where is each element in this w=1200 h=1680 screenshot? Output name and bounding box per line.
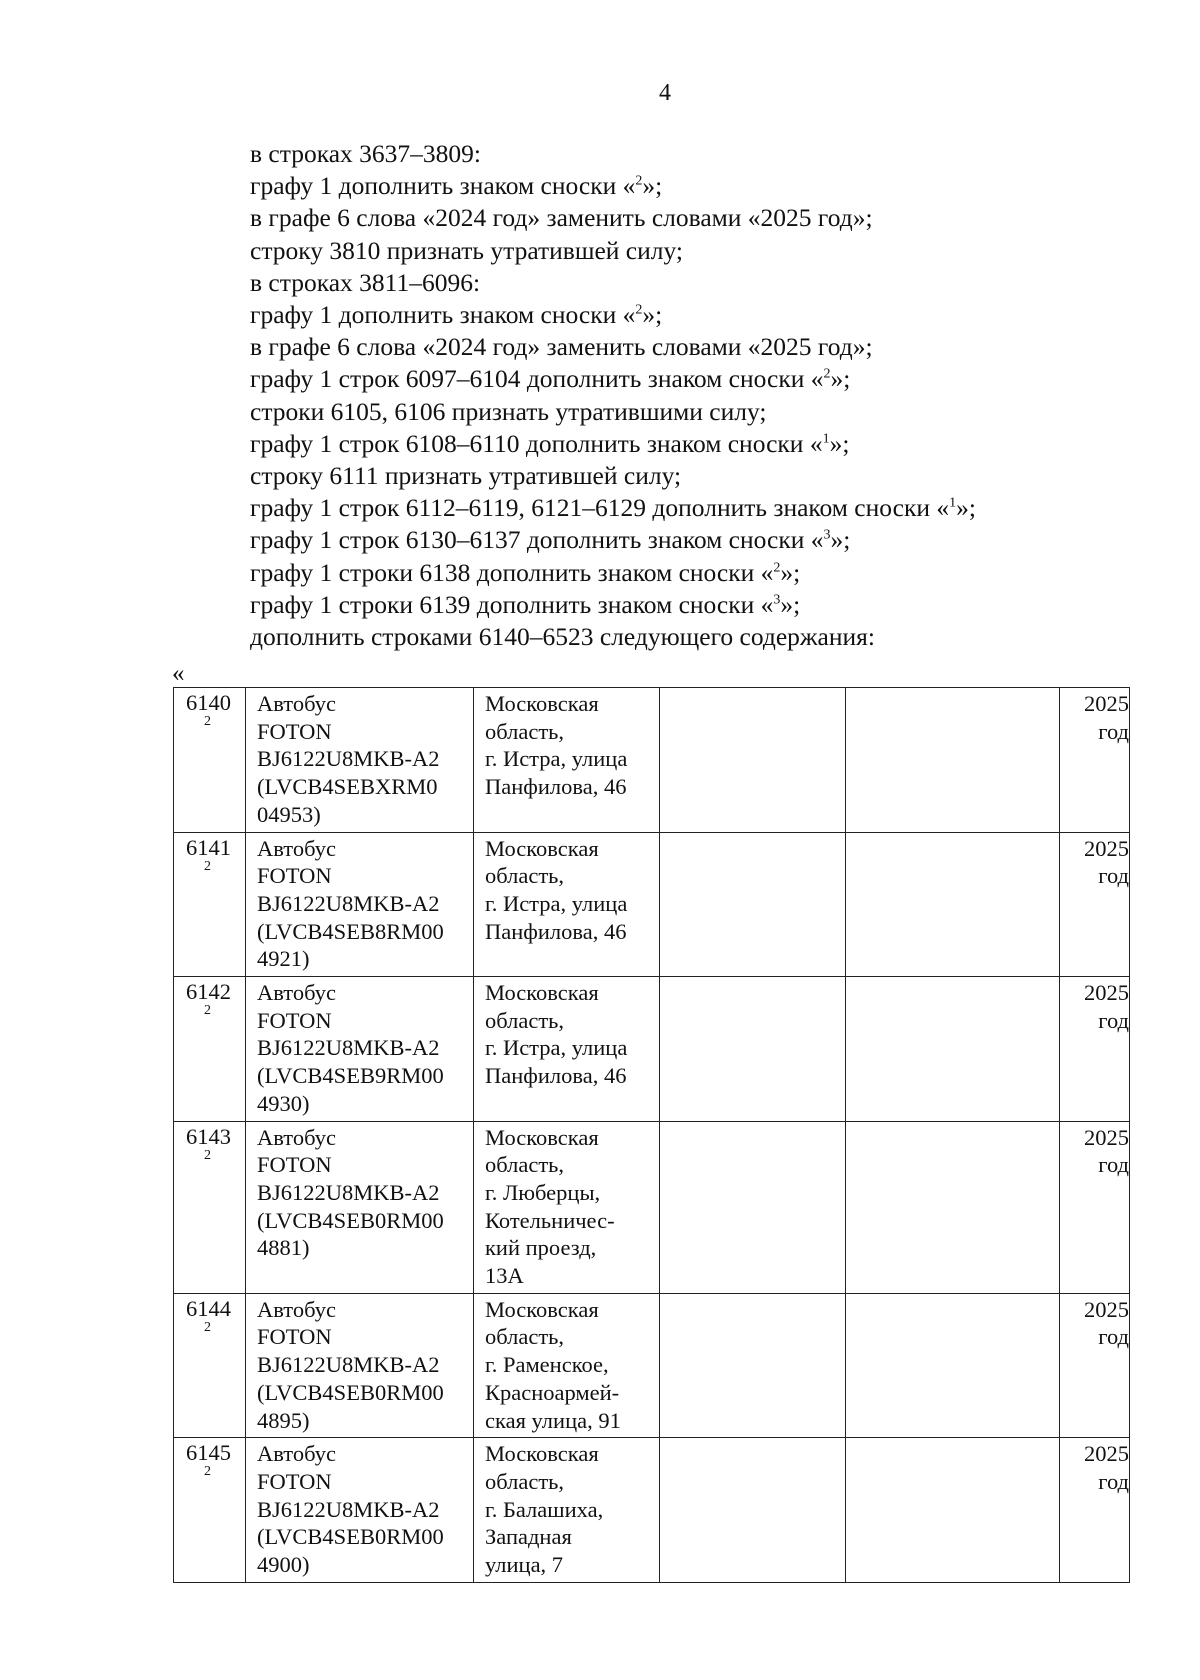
address-cell-line: Московская [485, 1441, 599, 1467]
address-cell [474, 1438, 660, 1583]
instruction-line: графу 1 строки 6139 дополнить знаком сноски «$^3$»; [250, 589, 801, 619]
vehicle-cell-line: 4930) [257, 1090, 310, 1116]
inserted-rows-table [173, 687, 1130, 1583]
row-number: 6140 [186, 690, 231, 715]
table-row [174, 688, 1130, 833]
vehicle-cell-line: Автобус [257, 835, 336, 861]
year-text: год [1098, 1468, 1129, 1494]
instruction-line: графу 1 дополнить знаком сноски «$^2$»; [250, 300, 663, 330]
address-cell [474, 1293, 660, 1438]
year-text: 2025 [1084, 1296, 1129, 1322]
address-cell-line: г. Истра, улица [485, 890, 628, 916]
year-text: 2025 [1084, 980, 1129, 1006]
instruction-line: в графе 6 слова «2024 год» заменить словами «2025 год»; [250, 203, 873, 233]
address-cell-line: Московская [485, 835, 599, 861]
table-row [174, 1293, 1130, 1438]
address-cell-line: область, [485, 1007, 565, 1033]
empty-cell [846, 688, 1060, 833]
vehicle-cell-line: BJ6122U8MKB-A2 [257, 1035, 440, 1061]
page-number: 4 [659, 80, 671, 106]
vehicle-cell-line: Автобус [257, 691, 336, 716]
address-cell-line: Котельничес- [485, 1207, 615, 1233]
address-cell-line: Московская [485, 980, 599, 1006]
instruction-line: дополнить строками 6140–6523 следующего содержания: [250, 622, 875, 652]
empty-cell [660, 1438, 846, 1583]
vehicle-cell [246, 977, 474, 1122]
vehicle-cell-line: (LVCB4SEBXRM0 [257, 774, 438, 800]
year-cell [1060, 1293, 1130, 1438]
vehicle-cell-line: 4881) [257, 1235, 310, 1261]
year-cell [1060, 832, 1130, 977]
vehicle-cell-line: BJ6122U8MKB-A2 [257, 1352, 440, 1378]
address-cell-line: улица, 7 [485, 1552, 564, 1578]
row-number: 6141 [186, 834, 231, 860]
row-number-cell [174, 977, 246, 1122]
empty-cell [846, 1438, 1060, 1583]
vehicle-cell [246, 832, 474, 977]
footnote-mark: 2 [635, 302, 643, 318]
vehicle-cell-line: FOTON [257, 1468, 332, 1494]
address-cell-line: г. Истра, улица [485, 746, 628, 772]
row-number-cell [174, 1438, 246, 1583]
footnote-mark: 2 [773, 560, 781, 576]
row-number-cell [174, 1293, 246, 1438]
instruction-line: графу 1 строк 6108–6110 дополнить знаком сноски «$^1$»; [250, 428, 850, 458]
address-cell-line: 13А [485, 1263, 524, 1289]
row-number: 6145 [186, 1440, 231, 1466]
vehicle-cell-line: (LVCB4SEB0RM00 [257, 1207, 444, 1233]
year-text: 2025 [1084, 835, 1129, 861]
empty-cell [846, 1293, 1060, 1438]
amendment-instructions [250, 138, 1150, 653]
row-footnote-mark: 2 [204, 1003, 211, 1019]
instruction-line: строку 3810 признать утратившей силу; [250, 235, 683, 265]
empty-cell [660, 688, 846, 833]
year-text: год [1098, 1007, 1129, 1033]
footnote-mark: 1 [822, 431, 830, 447]
vehicle-cell-line: BJ6122U8MKB-A2 [257, 1179, 440, 1205]
vehicle-cell-line: 4895) [257, 1407, 310, 1433]
vehicle-cell-line: (LVCB4SEB8RM00 [257, 918, 444, 944]
footnote-mark: 1 [949, 495, 957, 511]
year-text: 2025 [1084, 1441, 1129, 1467]
table-row [174, 977, 1130, 1122]
row-number: 6142 [186, 979, 231, 1005]
address-cell-line: область, [485, 863, 565, 889]
row-footnote-mark: 2 [204, 1464, 211, 1480]
row-number-cell [174, 688, 246, 833]
vehicle-cell-line: Автобус [257, 1124, 336, 1150]
address-cell-line: Западная [485, 1524, 572, 1550]
instruction-line: графу 1 строк 6112–6119, 6121–6129 дополнить знаком сноски «$^1$»; [250, 493, 976, 523]
address-cell [474, 1121, 660, 1293]
vehicle-cell [246, 688, 474, 833]
row-footnote-mark: 2 [204, 858, 211, 874]
address-cell-line: г. Балашиха, [485, 1496, 604, 1522]
instruction-line: графу 1 строк 6097–6104 дополнить знаком сноски «$^2$»; [250, 364, 851, 394]
vehicle-cell-line: FOTON [257, 1324, 332, 1350]
address-cell-line: Московская [485, 691, 599, 716]
table-body [174, 688, 1130, 1583]
row-number-cell [174, 1121, 246, 1293]
vehicle-cell-line: (LVCB4SEB0RM00 [257, 1379, 444, 1405]
address-cell-line: Московская [485, 1124, 599, 1150]
opening-quote-mark: « [172, 660, 185, 687]
address-cell-line: Панфилова, 46 [485, 774, 627, 800]
instruction-line: строку 6111 признать утратившей силу; [250, 461, 682, 491]
empty-cell [846, 832, 1060, 977]
address-cell-line: кий проезд, [485, 1235, 597, 1261]
row-number: 6143 [186, 1123, 231, 1149]
year-cell [1060, 977, 1130, 1122]
instruction-line: в графе 6 слова «2024 год» заменить словами «2025 год»; [250, 332, 873, 362]
address-cell [474, 688, 660, 833]
instruction-line: в строках 3811–6096: [250, 267, 481, 297]
address-cell-line: Красноармей- [485, 1379, 620, 1405]
vehicle-cell-line: (LVCB4SEB0RM00 [257, 1524, 444, 1550]
year-text: год [1098, 1324, 1129, 1350]
year-text: год [1098, 718, 1129, 744]
vehicle-cell-line: FOTON [257, 1152, 332, 1178]
row-footnote-mark: 2 [204, 1319, 211, 1335]
address-cell-line: область, [485, 1468, 565, 1494]
table-row [174, 1438, 1130, 1583]
vehicle-cell-line: BJ6122U8MKB-A2 [257, 890, 440, 916]
footnote-mark: 3 [823, 527, 831, 543]
empty-cell [660, 1293, 846, 1438]
address-cell [474, 977, 660, 1122]
table-row [174, 1121, 1130, 1293]
address-cell-line: г. Люберцы, [485, 1179, 601, 1205]
instruction-line: графу 1 дополнить знаком сноски «$^2$»; [250, 171, 663, 201]
address-cell-line: г. Раменское, [485, 1352, 609, 1378]
footnote-mark: 2 [823, 366, 831, 382]
footnote-mark: 3 [773, 592, 781, 608]
year-text: год [1098, 863, 1129, 889]
year-text: 2025 [1084, 691, 1129, 716]
vehicle-cell-line: 4900) [257, 1552, 310, 1578]
vehicle-cell [246, 1121, 474, 1293]
vehicle-cell-line: Автобус [257, 1441, 336, 1467]
vehicle-cell [246, 1293, 474, 1438]
vehicle-cell-line: Автобус [257, 980, 336, 1006]
empty-cell [660, 1121, 846, 1293]
vehicle-cell-line: 04953) [257, 801, 321, 827]
instruction-line: графу 1 строки 6138 дополнить знаком сноски «$^2$»; [250, 557, 801, 587]
instruction-line: графу 1 строк 6130–6137 дополнить знаком сноски «$^3$»; [250, 525, 851, 555]
vehicle-cell-line: FOTON [257, 718, 332, 744]
vehicle-cell-line: BJ6122U8MKB-A2 [257, 1496, 440, 1522]
address-cell-line: Московская [485, 1296, 599, 1322]
address-cell [474, 832, 660, 977]
address-cell-line: Панфилова, 46 [485, 1063, 627, 1089]
vehicle-cell-line: 4921) [257, 946, 310, 972]
address-cell-line: область, [485, 1324, 565, 1350]
address-cell-line: область, [485, 718, 565, 744]
year-text: 2025 [1084, 1124, 1129, 1150]
empty-cell [846, 977, 1060, 1122]
row-footnote-mark: 2 [204, 1147, 211, 1163]
address-cell-line: Панфилова, 46 [485, 918, 627, 944]
vehicle-cell-line: FOTON [257, 1007, 332, 1033]
table-row [174, 832, 1130, 977]
vehicle-cell-line: BJ6122U8MKB-A2 [257, 746, 440, 772]
address-cell-line: г. Истра, улица [485, 1035, 628, 1061]
empty-cell [660, 832, 846, 977]
empty-cell [846, 1121, 1060, 1293]
address-cell-line: область, [485, 1152, 565, 1178]
row-number: 6144 [186, 1295, 231, 1321]
vehicle-cell [246, 1438, 474, 1583]
footnote-mark: 2 [635, 173, 643, 189]
address-cell-line: ская улица, 91 [485, 1407, 621, 1433]
year-cell [1060, 1121, 1130, 1293]
row-footnote-mark: 2 [204, 714, 211, 729]
row-number-cell [174, 832, 246, 977]
instruction-line: в строках 3637–3809: [250, 139, 481, 168]
year-cell [1060, 1438, 1130, 1583]
vehicle-cell-line: FOTON [257, 863, 332, 889]
year-cell [1060, 688, 1130, 833]
year-text: год [1098, 1152, 1129, 1178]
vehicle-cell-line: Автобус [257, 1296, 336, 1322]
instruction-line: строки 6105, 6106 признать утратившими силу; [250, 396, 767, 426]
vehicle-cell-line: (LVCB4SEB9RM00 [257, 1063, 444, 1089]
empty-cell [660, 977, 846, 1122]
